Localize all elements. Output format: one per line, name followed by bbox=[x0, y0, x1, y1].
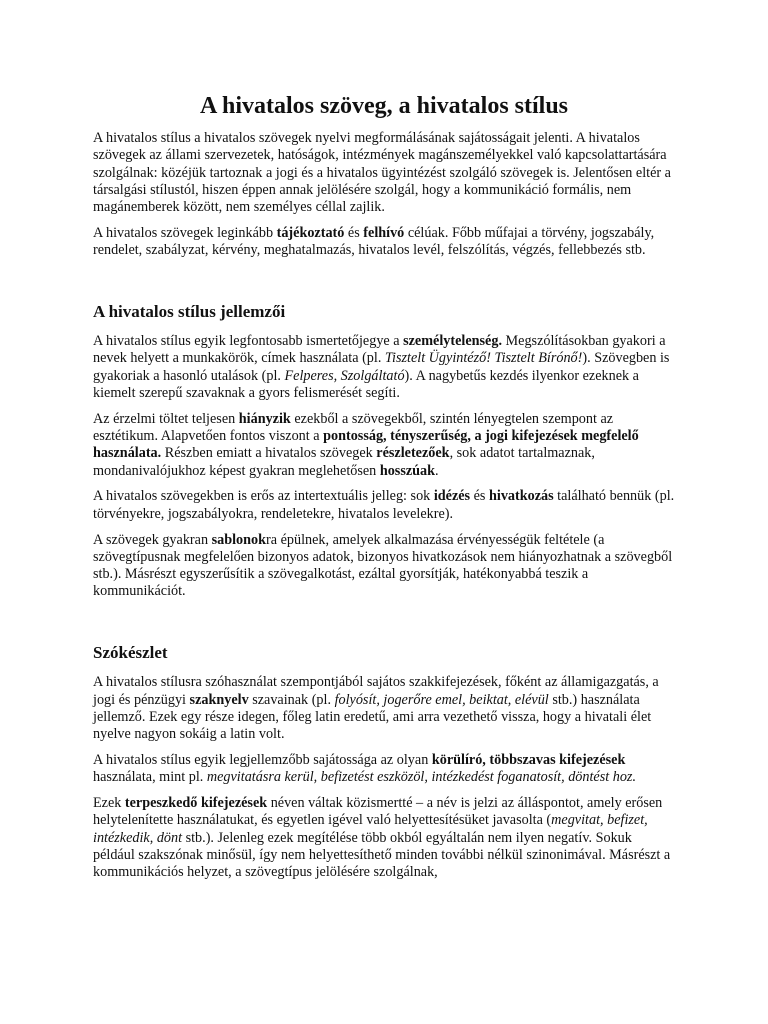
section2-paragraph-1: A hivatalos stílusra szóhasználat szempontjából sajátos szakkifejezések, főként az államigazgatás, a jogi és pénzügyi szaknyelv szavainak (pl. folyósít, jogerőre emel, beiktat, elévül stb.) használata jellemző. Ezek egy része idegen, főleg latin eredetű, ami arra vezethető vissza, hogy a hivatali élet nyelve nagyon sokáig a latin volt. bbox=[93, 674, 659, 743]
section1-paragraph-1: A hivatalos stílus egyik legfontosabb ismertetőjegye a személytelenség. Megszólításokban gyakori a nevek helyett a munkakörök, címek használata (pl. Tisztelt Ügyintéző! Tisztelt Bírónő!). Szövegben is gyakoriak a hasonló utalások (pl. Felperes, Szolgáltató). A nagybetűs kezdés ilyenkor ezeknek a kiemelt szerepű szavaknak a gyors felismerését segíti. bbox=[93, 333, 670, 401]
section2-paragraph-2: A hivatalos stílus egyik legjellemzőbb sajátossága az olyan körülíró, többszavas kifejezések használata, mint pl. megvitatásra kerül, befizetést eszközöl, intézkedést foganatosít, döntést hoz. bbox=[93, 751, 636, 786]
document-title: A hivatalos szöveg, a hivatalos stílus bbox=[199, 93, 569, 119]
section1-paragraph-2: Az érzelmi töltet teljesen hiányzik ezekből a szövegekből, szintén lényegtelen szempont az esztétikum. Alapvetően fontos viszont a pontosság, tényszerűség, a jogi kifejezések megfelelő használata. Részben emiatt a hivatalos szövegek részletezőek, sok adatot tartalmaznak, mondanivalójukhoz képest gyakran meglehetősen hosszúak. bbox=[93, 410, 639, 479]
intro-paragraph-1: A hivatalos stílus a hivatalos szövegek nyelvi megformálásának sajátosságait jelenti. A hivatalos szövegek az állami szervezetek, hatóságok, intézmények magánszemélyekkel való kapcsolattartására szolgálnak: közéjük tartoznak a jogi és a hivatalos ügyintézést szolgáló szövegek is. Jelentősen eltér a társalgási stílustól, hiszen éppen annak jelölésére szolgál, hogy a kommunikáció formális, nem magánemberek között, nem személyes céllal zajlik. bbox=[93, 130, 671, 216]
section1-paragraph-3: A hivatalos szövegekben is erős az intertextuális jelleg: sok idézés és hivatkozás található bennük (pl. törvényekre, jogszabályokra, rendeletekre, hivatalos levelekre). bbox=[93, 488, 675, 522]
section-spacer bbox=[93, 268, 675, 302]
section2-paragraph-3: Ezek terpeszkedő kifejezések néven váltak közismertté – a név is jelzi az álláspontot, amely erősen helytelenítette használatukat, és egyetlen igével való helyettesítésüket javasolta (megvitat, befizet, intézkedik, dönt stb.). Jelenleg ezek megítélése több okból egyáltalán nem ilyen negatív. Sokuk például szakszónak minősül, így nem helyettesíthető minden további nélkül szinonimával. Másrészt a kommunikációs helyzet, a szövegtípus jelölésére szolgálnak, bbox=[93, 795, 671, 881]
section-heading-szokeszlet: Szókészlet bbox=[93, 643, 168, 663]
intro-paragraph-2: A hivatalos szövegek leginkább tájékoztató és felhívó célúak. Főbb műfajai a törvény, jogszabály, rendelet, szabályzat, kérvény, meghatalmazás, hivatalos levél, felszólítás, végzés, fellebbezés stb. bbox=[93, 224, 655, 259]
section-heading-jellemzoi: A hivatalos stílus jellemzői bbox=[93, 302, 286, 322]
section-spacer bbox=[93, 609, 675, 643]
section1-paragraph-4: A szövegek gyakran sablonokra épülnek, amelyek alkalmazása érvényességük feltétele (a szövegtípusnak megfelelően bizonyos adatok, bizonyos hivatkozások nem hiányozhatnak a szövegből stb.). Másrészt egyszerűsítik a szövegalkotást, ezáltal gyorsítják, hatékonyabbá teszik a kommunikációt. bbox=[93, 531, 673, 600]
